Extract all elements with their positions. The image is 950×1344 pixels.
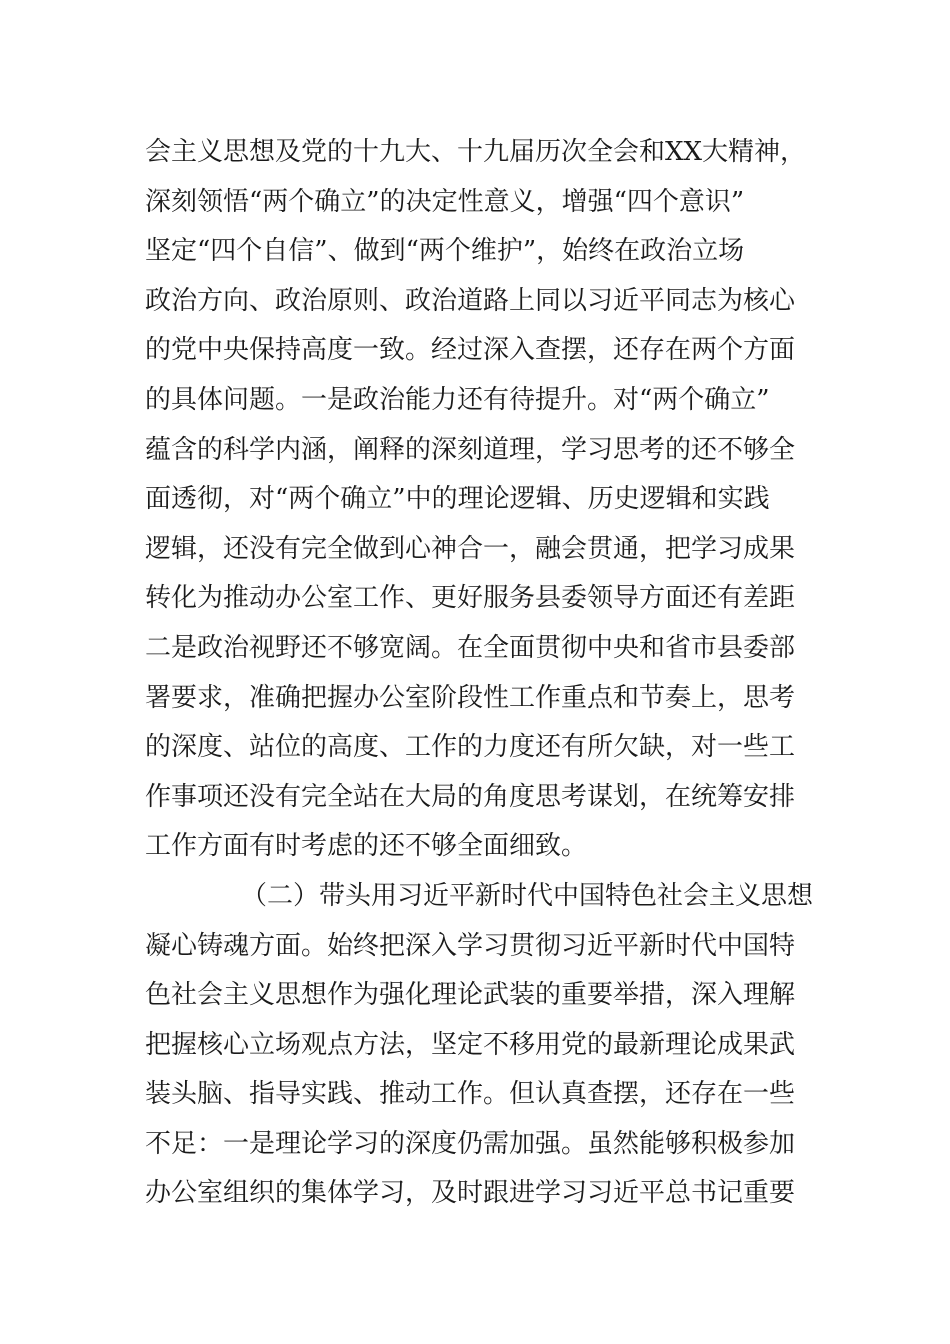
text-line: 面透彻，对“两个确立”中的理论逻辑、历史逻辑和实践 <box>145 484 770 515</box>
text-line: 凝心铸魂方面。始终把深入学习贯彻习近平新时代中国特 <box>145 930 796 961</box>
text-line: 办公室组织的集体学习，及时跟进学习习近平总书记重要 <box>145 1178 796 1209</box>
text-line: 的深度、站位的高度、工作的力度还有所欠缺，对一些工 <box>145 732 796 763</box>
text-line: 作事项还没有完全站在大局的角度思考谋划，在统筹安排 <box>145 781 796 812</box>
text-line: 会主义思想及党的十九大、十九届历次全会和XX大精神， <box>145 137 807 167</box>
text-line: 工作方面有时考虑的还不够全面细致。 <box>145 831 588 862</box>
text-line: 政治方向、政治原则、政治道路上同以习近平同志为核心 <box>145 285 796 316</box>
text-line: 装头脑、指导实践、推动工作。但认真查摆，还存在一些 <box>145 1079 796 1110</box>
text-line: 二是政治视野还不够宽阔。在全面贯彻中央和省市县委部 <box>145 632 796 663</box>
text-line: 深刻领悟“两个确立”的决定性意义，增强“四个意识” <box>145 186 745 217</box>
section-heading-line: （二）带头用习近平新时代中国特色社会主义思想 <box>241 880 814 911</box>
text-line: 把握核心立场观点方法，坚定不移用党的最新理论成果武 <box>145 1029 796 1060</box>
text-line: 署要求，准确把握办公室阶段性工作重点和节奏上，思考 <box>145 682 796 713</box>
text-line: 色社会主义思想作为强化理论武装的重要举措，深入理解 <box>145 980 796 1011</box>
text-line: 坚定“四个自信”、做到“两个维护”，始终在政治立场 <box>145 236 745 267</box>
text-line: 蕴含的科学内涵，阐释的深刻道理，学习思考的还不够全 <box>145 434 796 465</box>
text-line: 逻辑，还没有完全做到心神合一，融会贯通，把学习成果 <box>145 533 796 564</box>
text-line: 转化为推动办公室工作、更好服务县委领导方面还有差距 <box>145 583 796 614</box>
text-line: 的具体问题。一是政治能力还有待提升。对“两个确立” <box>145 384 770 415</box>
body-text <box>145 128 815 1219</box>
text-line: 不足：一是理论学习的深度仍需加强。虽然能够积极参加 <box>145 1128 796 1159</box>
text-line: 的党中央保持高度一致。经过深入查摆，还存在两个方面 <box>145 335 796 366</box>
